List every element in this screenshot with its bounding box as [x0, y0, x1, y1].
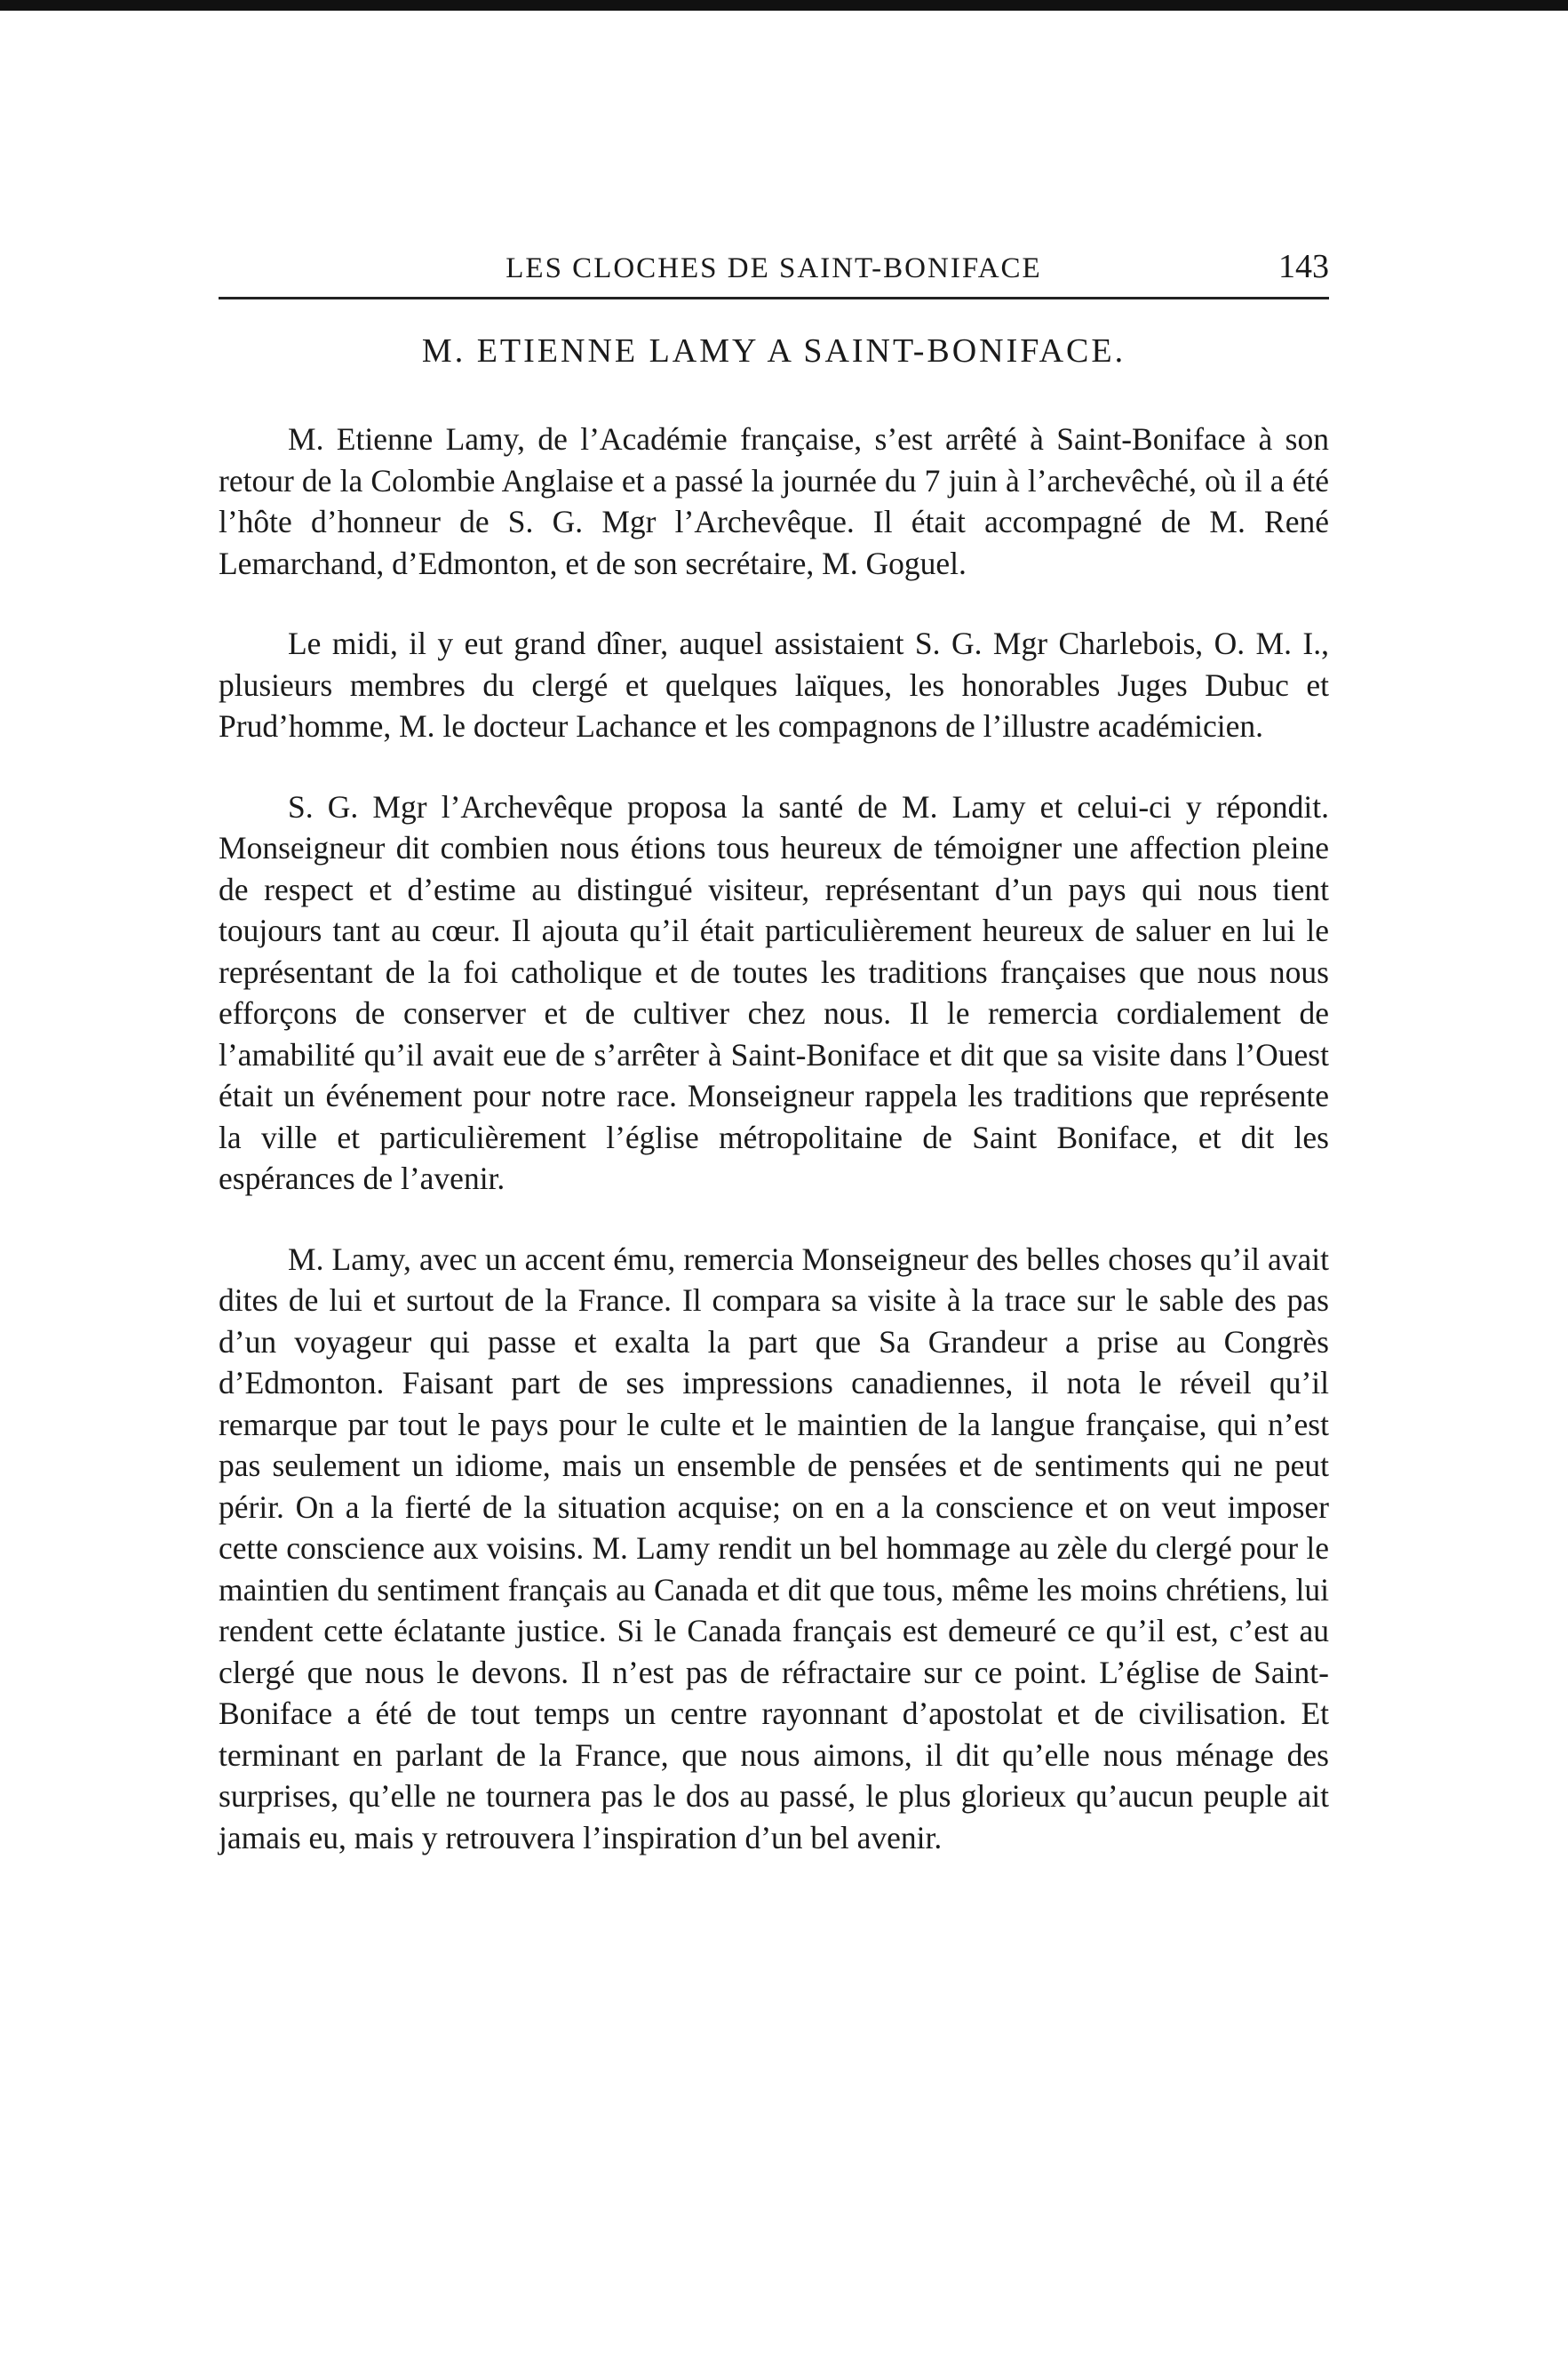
paragraph-3: S. G. Mgr l’Archevêque proposa la santé de M. Lamy et celui-ci y répondit. Monseigneur dit combien nous étions tous heureux de témoigner une affection pleine de respect et d’estime au distingué visiteur, représentant d’un pays qui nous tient toujours tant au cœur. Il ajouta qu’il était particulièrement heureux de saluer en lui le représentant de la foi catholique et de toutes les traditions françaises que nous nous efforçons de conserver et de cultiver chez nous. Il le remercia cordialement de l’amabilité qu’il avait eue de s’arrêter à Saint-Boniface et dit que sa visite dans l’Ouest était un événement pour notre race. Monseigneur rappela les traditions que représente la ville et particulièrement l’église métropolitaine de Saint Boniface, et dit les espérances de l’avenir.	[219, 788, 1329, 1196]
scan-top-border	[0, 0, 1568, 11]
paragraph-1: M. Etienne Lamy, de l’Académie française, s’est arrêté à Saint-Boniface à son retour de la Colombie Anglaise et a passé la journée du 7 juin à l’archevêché, où il a été l’hôte d’honneur de S. G. Mgr l’Archevêque. Il était accompagné de M. René Lemarchand, d’Edmonton, et de son secrétaire, M. Goguel.	[219, 421, 1329, 581]
article-title: M. ETIENNE LAMY A SAINT-BONIFACE.	[421, 332, 1126, 370]
page-number: 143	[1278, 248, 1329, 285]
paragraph-2: Le midi, il y eut grand dîner, auquel assistaient S. G. Mgr Charlebois, O. M. I., plusieurs membres du clergé et quelques laïques, les honorables Juges Dubuc et Prud’homme, M. le docteur Lachance et les compagnons de l’illustre académicien.	[219, 626, 1329, 744]
header-rule	[219, 297, 1329, 299]
running-title: LES CLOCHES DE SAINT-BONIFACE	[505, 252, 1042, 284]
paragraph-4: M. Lamy, avec un accent ému, remercia Monseigneur des belles choses qu’il avait dites de lui et surtout de la France. Il compara sa visite à la trace sur le sable des pas d’un voyageur qui passe et exalta la part que Sa Grandeur a prise au Congrès d’Edmonton. Faisant part de ses impressions canadiennes, il nota le réveil qu’il remarque par tout le pays pour le culte et le maintien de la langue française, qui n’est pas seulement un idiome, mais un ensemble de pensées et de sentiments qui ne peut périr. On a la fierté de la situation acquise; on en a la conscience et on veut imposer cette conscience aux voisins. M. Lamy rendit un bel hommage au zèle du clergé pour le maintien du sentiment français au Canada et dit que tous, même les moins chrétiens, lui rendent cette éclatante justice. Si le Canada français est demeuré ce qu’il est, c’est au clergé que nous le devons. Il n’est pas de réfractaire sur ce point. L’église de Saint-Boniface a été de tout temps un centre rayonnant d’apostolat et de civilisation. Et terminant en parlant de la France, que nous aimons, il dit qu’elle nous ménage des surprises, qu’elle ne tournera pas le dos au passé, le plus glorieux qu’aucun peuple ait jamais eu, mais y retrouvera l’inspiration d’un bel avenir.	[219, 1241, 1329, 1855]
book-page	[219, 240, 1329, 1897]
running-head	[219, 240, 1329, 293]
